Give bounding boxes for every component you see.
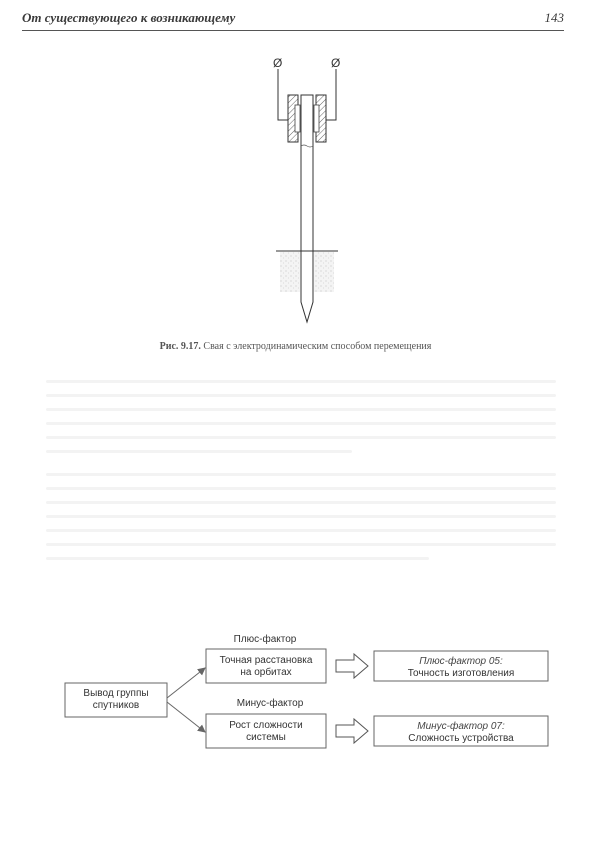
wire-right — [326, 69, 336, 120]
faint-line — [46, 394, 556, 397]
caption-number: Рис. 9.17. — [159, 341, 201, 352]
pile-shaft — [301, 95, 313, 322]
faint-line — [46, 529, 556, 532]
wire-left — [278, 69, 288, 120]
factor-diagram — [0, 628, 591, 778]
soil-right — [314, 252, 334, 292]
plus-result-text: Точность изготовления — [407, 668, 515, 679]
soil-left — [280, 252, 300, 292]
minus-hollow-arrow — [336, 719, 368, 743]
terminal-left-symbol: Ø — [273, 56, 283, 70]
page-number: 143 — [544, 10, 564, 25]
faint-line — [46, 515, 556, 518]
faint-line — [46, 450, 352, 453]
running-head — [22, 8, 564, 31]
faint-line — [46, 436, 556, 439]
minus-result-text: Сложность устройства — [408, 733, 514, 744]
faint-line — [46, 380, 556, 383]
caption-text: Свая с электродинамическим способом перемещения — [200, 341, 432, 352]
coil-right — [314, 105, 319, 132]
minus-factor-label: Минус-фактор — [236, 698, 304, 709]
minus-result-title: Минус-фактор 07: — [417, 721, 505, 732]
arrow-to-plus — [167, 668, 205, 698]
faint-line — [46, 557, 429, 560]
faint-line — [46, 501, 556, 504]
coil-left — [295, 105, 300, 132]
pile-illustration — [0, 40, 591, 370]
arrow-to-minus — [167, 702, 205, 732]
faint-line — [46, 408, 556, 411]
faint-line — [46, 422, 556, 425]
plus-result-title: Плюс-фактор 05: — [419, 656, 503, 667]
plus-box-text: Точная расстановка на орбитах — [219, 655, 313, 678]
plus-hollow-arrow — [336, 654, 368, 678]
source-box-text: Вывод группы спутников — [83, 688, 149, 711]
figure-caption — [0, 341, 591, 352]
faint-text-block — [46, 380, 556, 571]
faint-line — [46, 487, 556, 490]
faint-line — [46, 543, 556, 546]
plus-factor-label: Плюс-фактор — [233, 634, 297, 645]
faint-line — [46, 473, 556, 476]
terminal-right-symbol: Ø — [331, 56, 341, 70]
minus-box-text: Рост сложности системы — [229, 720, 303, 743]
running-head-title: От существующего к возникающему — [22, 10, 236, 25]
